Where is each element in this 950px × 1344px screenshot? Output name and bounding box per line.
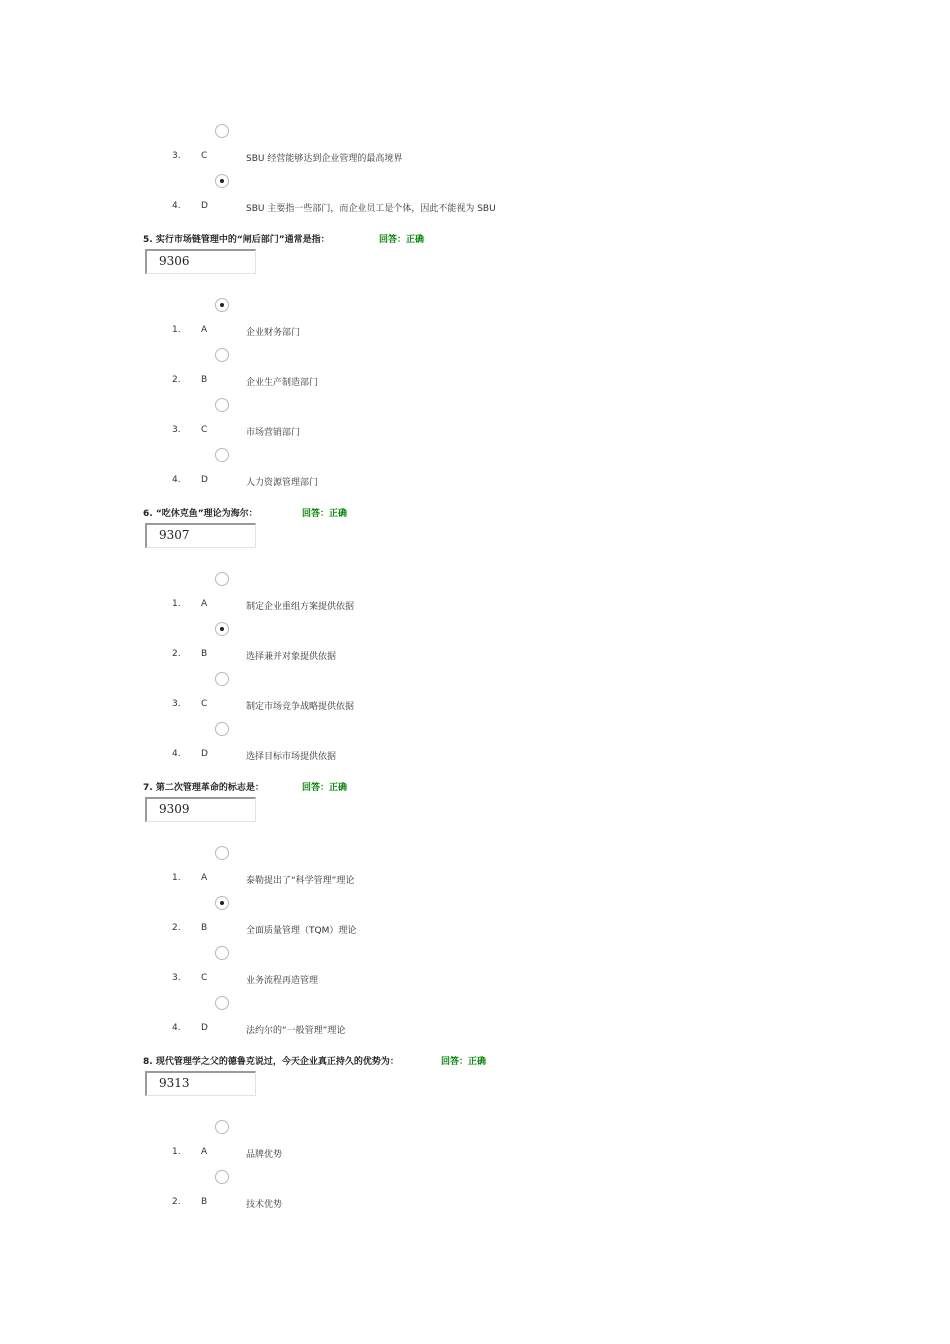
option-text: 品牌优势 [246, 1150, 283, 1160]
question-id-field: 9307 [145, 523, 256, 548]
option-letter: A [201, 1147, 208, 1157]
option-radio[interactable] [215, 846, 229, 860]
option-number: 3. [172, 699, 181, 709]
option-number: 4. [172, 201, 181, 211]
option-number: 2. [172, 1197, 181, 1207]
option-text: 泰勒提出了“科学管理”理论 [246, 876, 355, 886]
option-letter: B [201, 923, 208, 933]
option-number: 1. [172, 599, 181, 609]
option-text: 选择目标市场提供依据 [246, 752, 337, 762]
option-radio[interactable] [215, 174, 229, 188]
option-text: 企业生产制造部门 [246, 378, 319, 388]
option-letter: C [201, 425, 208, 435]
option-radio[interactable] [215, 946, 229, 960]
option-text: 制定市场竞争战略提供依据 [246, 702, 355, 712]
option-letter: A [201, 599, 208, 609]
option-letter: A [201, 325, 208, 335]
question-title: 8. 现代管理学之父的德鲁克说过，今天企业真正持久的优势为： [143, 1057, 399, 1067]
question-id-field: 9309 [145, 797, 256, 822]
option-radio[interactable] [215, 622, 229, 636]
option-radio[interactable] [215, 298, 229, 312]
option-text: 法约尔的“一般管理”理论 [246, 1026, 346, 1036]
option-number: 1. [172, 1147, 181, 1157]
question-id-field: 9306 [145, 249, 256, 274]
option-number: 1. [172, 873, 181, 883]
option-number: 4. [172, 749, 181, 759]
option-text: 选择兼并对象提供依据 [246, 652, 337, 662]
question-title: 5. 实行市场链管理中的“闸后部门”通常是指： [143, 235, 330, 245]
option-radio[interactable] [215, 722, 229, 736]
option-radio[interactable] [215, 448, 229, 462]
option-letter: D [201, 1023, 208, 1033]
question-title: 7. 第二次管理革命的标志是： [143, 783, 264, 793]
option-text: SBU 主要指一些部门，而企业员工是个体，因此不能视为 SBU [246, 204, 496, 214]
option-radio[interactable] [215, 1120, 229, 1134]
option-text: 业务流程再造管理 [246, 976, 319, 986]
option-radio[interactable] [215, 398, 229, 412]
question-title: 6. “吃休克鱼”理论为海尔： [143, 509, 258, 519]
option-text: 技术优势 [246, 1200, 283, 1210]
option-letter: A [201, 873, 208, 883]
option-radio[interactable] [215, 348, 229, 362]
option-letter: C [201, 151, 208, 161]
option-radio[interactable] [215, 1170, 229, 1184]
option-letter: B [201, 649, 208, 659]
answer-status: 回答：正确 [379, 235, 425, 245]
answer-status: 回答：正确 [441, 1057, 487, 1067]
option-number: 2. [172, 649, 181, 659]
option-radio[interactable] [215, 124, 229, 138]
option-number: 1. [172, 325, 181, 335]
option-radio[interactable] [215, 572, 229, 586]
option-number: 4. [172, 1023, 181, 1033]
option-number: 3. [172, 973, 181, 983]
option-number: 2. [172, 923, 181, 933]
option-text: 市场营销部门 [246, 428, 301, 438]
option-number: 4. [172, 475, 181, 485]
option-radio[interactable] [215, 896, 229, 910]
answer-status: 回答：正确 [302, 783, 348, 793]
option-letter: C [201, 973, 208, 983]
option-letter: D [201, 475, 208, 485]
option-text: 全面质量管理（TQM）理论 [246, 926, 357, 936]
option-letter: C [201, 699, 208, 709]
option-text: 人力资源管理部门 [246, 478, 319, 488]
option-letter: D [201, 201, 208, 211]
option-radio[interactable] [215, 672, 229, 686]
answer-status: 回答：正确 [302, 509, 348, 519]
question-id-field: 9313 [145, 1071, 256, 1096]
option-number: 3. [172, 425, 181, 435]
option-number: 3. [172, 151, 181, 161]
option-text: 制定企业重组方案提供依据 [246, 602, 355, 612]
option-number: 2. [172, 375, 181, 385]
option-radio[interactable] [215, 996, 229, 1010]
option-text: SBU 经营能够达到企业管理的最高境界 [246, 154, 403, 164]
option-text: 企业财务部门 [246, 328, 301, 338]
option-letter: B [201, 1197, 208, 1207]
option-letter: D [201, 749, 208, 759]
option-letter: B [201, 375, 208, 385]
